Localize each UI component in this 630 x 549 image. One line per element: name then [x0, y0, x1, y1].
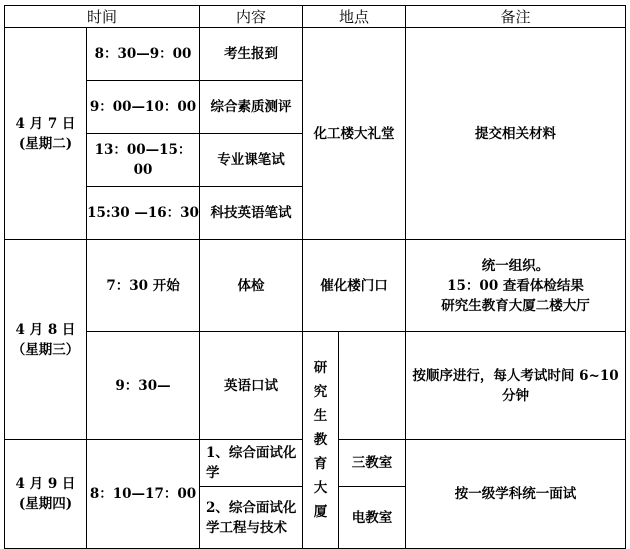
day1-content-1: 考生报到 — [200, 28, 303, 81]
day3-time: 8：10—17：00 — [87, 440, 200, 549]
day3-weekday: (星期四) — [18, 496, 73, 512]
day2-weekday: （星期三） — [11, 341, 80, 358]
day2-row-1 — [5, 240, 626, 332]
schedule-table — [4, 5, 626, 549]
day2-oral-remarks: 按顺序进行，每人考试时间 6~10 分钟 — [406, 332, 626, 440]
day3-item-1: 1、综合面试化学 — [200, 440, 303, 487]
day1-weekday: (星期二) — [18, 135, 73, 152]
day3-date: 4 月 9 日 — [15, 476, 76, 492]
day1-time-3: 13：00—15：00 — [87, 134, 200, 187]
header-content: 内容 — [200, 6, 303, 28]
day2-oral-location-cell — [303, 332, 339, 549]
day2-exam-remarks-line1: 统一组织。 — [481, 257, 550, 274]
day1-date: 4 月 7 日 — [15, 115, 76, 132]
day2-date-cell — [5, 240, 87, 440]
day2-exam-time: 7：30 开始 — [87, 240, 200, 332]
day2-oral-time: 9：30— — [87, 332, 200, 440]
day1-time-1: 8：30—9：00 — [87, 28, 200, 81]
day2-exam-remarks — [406, 240, 626, 332]
day3-room-2: 电教室 — [339, 487, 406, 549]
day1-row-1 — [5, 28, 626, 81]
day2-exam-content: 体检 — [200, 240, 303, 332]
day1-date-cell — [5, 28, 87, 240]
day2-exam-remarks-line2: 15：00 查看体检结果 — [447, 277, 584, 294]
day2-exam-location: 催化楼门口 — [303, 240, 406, 332]
day1-time-4: 15:30 —16：30 — [87, 187, 200, 240]
day3-date-cell — [5, 440, 87, 549]
day1-location: 化工楼大礼堂 — [303, 28, 406, 240]
day2-oral-location: 研究生教育大厦 — [313, 360, 328, 520]
header-time: 时间 — [5, 6, 200, 28]
day2-date: 4 月 8 日 — [15, 321, 76, 338]
day1-remarks: 提交相关材料 — [406, 28, 626, 240]
day1-content-4: 科技英语笔试 — [200, 187, 303, 240]
header-row — [5, 6, 626, 28]
day1-time-2: 9：00—10：00 — [87, 81, 200, 134]
day1-content-2: 综合素质测评 — [200, 81, 303, 134]
day2-oral-room-empty — [339, 332, 406, 440]
header-location: 地点 — [303, 6, 406, 28]
header-remarks: 备注 — [406, 6, 626, 28]
day1-content-3: 专业课笔试 — [200, 134, 303, 187]
day3-remarks: 按一级学科统一面试 — [406, 440, 626, 549]
day2-row-2 — [5, 332, 626, 440]
day3-item-2: 2、综合面试化学工程与技术 — [200, 487, 303, 549]
day3-room-1: 三教室 — [339, 440, 406, 487]
day2-oral-content: 英语口试 — [200, 332, 303, 440]
day2-exam-remarks-line3: 研究生教育大厦二楼大厅 — [441, 297, 590, 314]
